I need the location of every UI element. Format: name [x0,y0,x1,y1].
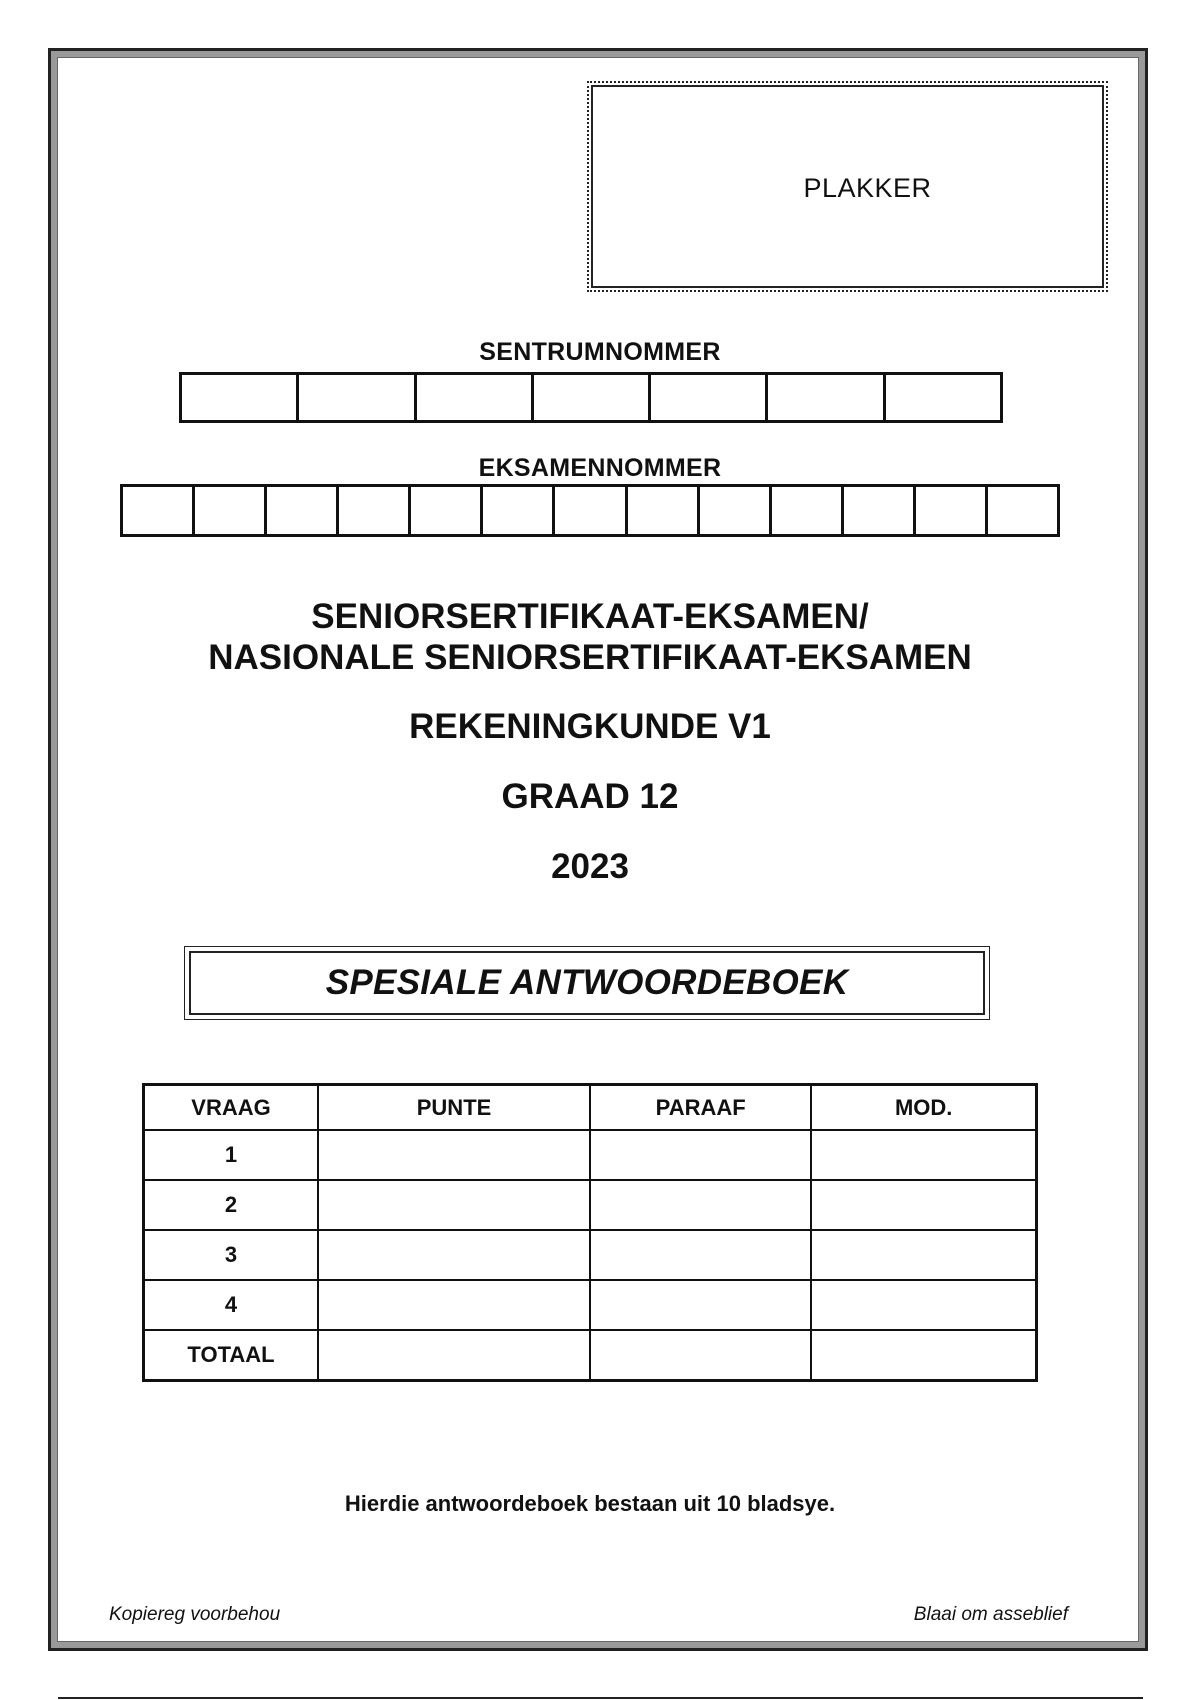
centre-number-boxes[interactable] [179,372,1003,423]
centre-number-digit[interactable] [534,375,651,420]
initial-cell[interactable] [590,1330,811,1381]
marks-cell[interactable] [318,1280,590,1330]
centre-number-digit[interactable] [768,375,885,420]
marks-table-header-row [144,1085,1037,1131]
sticker-label: PLAKKER [803,173,932,203]
table-row [144,1130,1037,1180]
exam-number-digit[interactable] [555,487,627,534]
question-number: 3 [144,1230,319,1280]
exam-number-digit[interactable] [628,487,700,534]
question-number: 2 [144,1180,319,1230]
exam-number-digit[interactable] [772,487,844,534]
special-answer-book-box [184,946,990,1020]
bottom-divider [58,1697,1143,1699]
mod-cell[interactable] [811,1280,1036,1330]
column-header-moderation: MOD. [811,1085,1036,1131]
page-count-note: Hierdie antwoordeboek bestaan uit 10 bladsye. [344,1491,836,1516]
column-header-initial: PARAAF [590,1085,811,1131]
exam-number-digit[interactable] [988,487,1057,534]
mod-cell[interactable] [811,1180,1036,1230]
centre-number-digit[interactable] [182,375,299,420]
exam-number-boxes[interactable] [120,484,1060,537]
turn-over-footer: Blaai om asseblief [913,1604,1068,1625]
table-row [144,1180,1037,1230]
exam-number-digit[interactable] [483,487,555,534]
exam-number-digit[interactable] [195,487,267,534]
table-row [144,1230,1037,1280]
mod-cell[interactable] [811,1330,1036,1381]
marks-table [142,1083,1038,1382]
question-number: 4 [144,1280,319,1330]
centre-number-digit[interactable] [299,375,416,420]
subject-title: REKENINGKUNDE V1 [409,707,771,746]
exam-number-digit[interactable] [844,487,916,534]
marks-cell[interactable] [318,1230,590,1280]
grade-title: GRAAD 12 [501,777,679,816]
special-answer-book-title: SPESIALE ANTWOORDEBOEK [189,951,985,1015]
column-header-marks: PUNTE [318,1085,590,1131]
column-header-question: VRAAG [144,1085,319,1131]
exam-number-digit[interactable] [123,487,195,534]
exam-title-line2: NASIONALE SENIORSERTIFIKAAT-EKSAMEN [208,638,972,677]
exam-title-line1: SENIORSERTIFIKAAT-EKSAMEN/ [311,597,869,636]
exam-number-digit[interactable] [700,487,772,534]
initial-cell[interactable] [590,1230,811,1280]
exam-number-digit[interactable] [267,487,339,534]
copyright-footer: Kopiereg voorbehou [109,1604,281,1625]
centre-number-label: SENTRUMNOMMER [479,338,721,366]
marks-cell[interactable] [318,1180,590,1230]
initial-cell[interactable] [590,1280,811,1330]
exam-number-digit[interactable] [411,487,483,534]
total-label: TOTAAL [144,1330,319,1381]
centre-number-digit[interactable] [417,375,534,420]
mod-cell[interactable] [811,1230,1036,1280]
centre-number-digit[interactable] [886,375,1000,420]
marks-cell[interactable] [318,1130,590,1180]
initial-cell[interactable] [590,1180,811,1230]
table-row-total [144,1330,1037,1381]
marks-cell[interactable] [318,1330,590,1381]
mod-cell[interactable] [811,1130,1036,1180]
initial-cell[interactable] [590,1130,811,1180]
exam-number-digit[interactable] [916,487,988,534]
centre-number-digit[interactable] [651,375,768,420]
table-row [144,1280,1037,1330]
sticker-box [587,81,1108,292]
exam-number-label: EKSAMENNOMMER [478,454,722,482]
year-title: 2023 [551,847,629,886]
question-number: 1 [144,1130,319,1180]
exam-number-digit[interactable] [339,487,411,534]
